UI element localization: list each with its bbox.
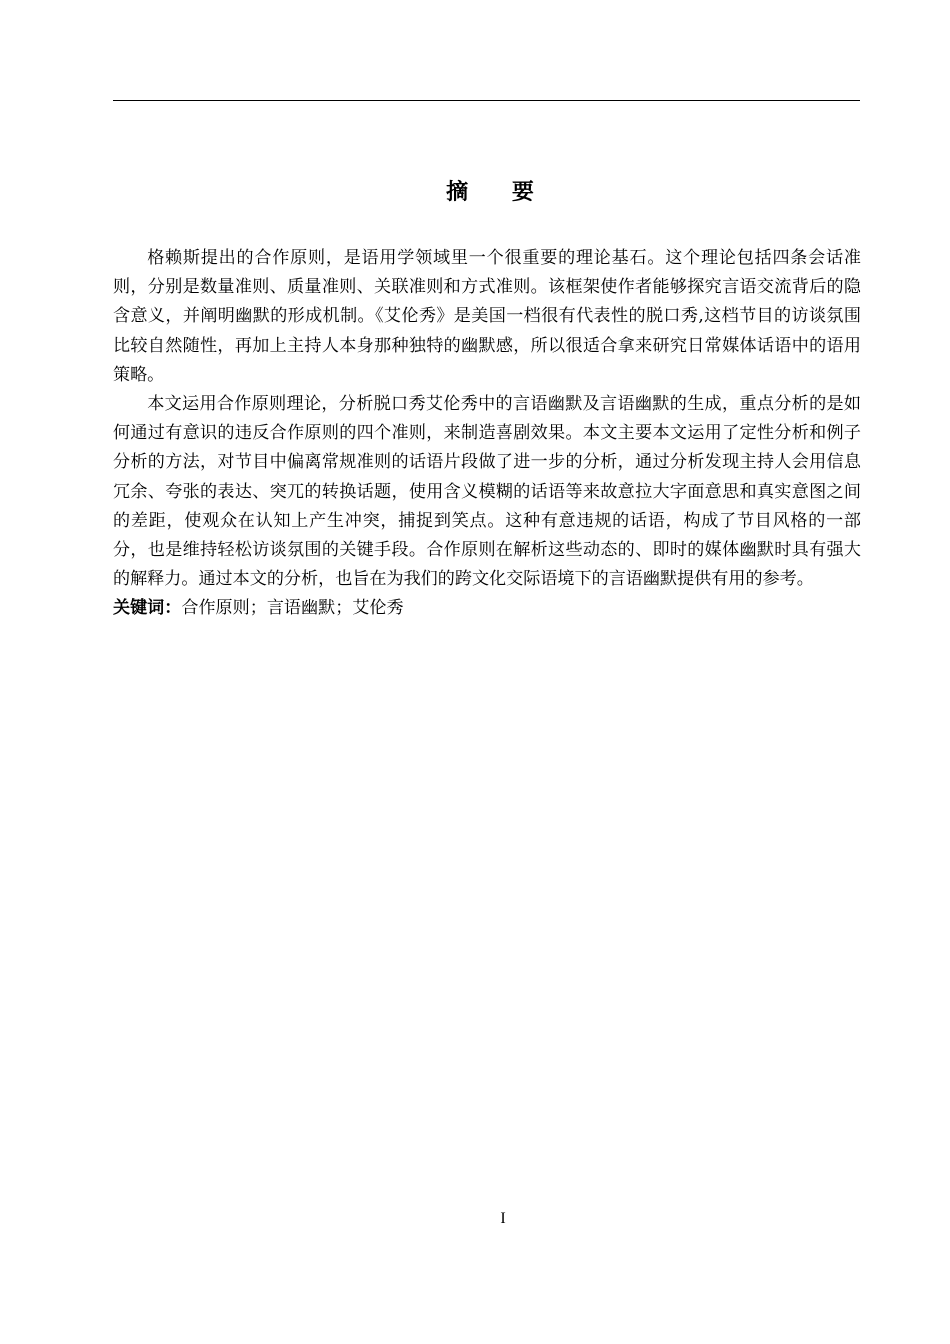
keywords-label: 关键词：: [113, 598, 182, 619]
abstract-title: 摘 要: [446, 180, 552, 205]
keywords-line: [113, 594, 861, 623]
header-rule: [113, 100, 860, 101]
abstract-paragraph-1: 格赖斯提出的合作原则，是语用学领域里一个很重要的理论基石。这个理论包括四条会话准则，分别是数量准则、质量准则、关联准则和方式准则。该框架使作者能够探究言语交流背后的隐含意义，并阐明幽默的形成机制。《艾伦秀》是美国一档很有代表性的脱口秀,这档节目的访谈氛围比较自然随性，再加上主持人本身那种独特的幽默感，所以很适合拿来研究日常媒体话语中的语用策略。: [113, 248, 861, 385]
abstract-paragraph-2: 本文运用合作原则理论，分析脱口秀艾伦秀中的言语幽默及言语幽默的生成，重点分析的是如何通过有意识的违反合作原则的四个准则，来制造喜剧效果。本文主要本文运用了定性分析和例子分析的方法，对节目中偏离常规准则的话语片段做了进一步的分析，通过分析发现主持人会用信息冗余、夸张的表达、突兀的转换话题，使用含义模糊的话语等来故意拉大字面意思和真实意图之间的差距，使观众在认知上产生冲突，捕捉到笑点。这种有意违规的话语，构成了节目风格的一部分，也是维持轻松访谈氛围的关键手段。合作原则在解析这些动态的、即时的媒体幽默时具有强大的解释力。通过本文的分析，也旨在为我们的跨文化交际语境下的言语幽默提供有用的参考。: [113, 394, 861, 590]
abstract-body: [113, 244, 861, 624]
page-number: I: [500, 1210, 506, 1227]
keywords-text: 合作原则；言语幽默；艾伦秀: [181, 598, 404, 619]
